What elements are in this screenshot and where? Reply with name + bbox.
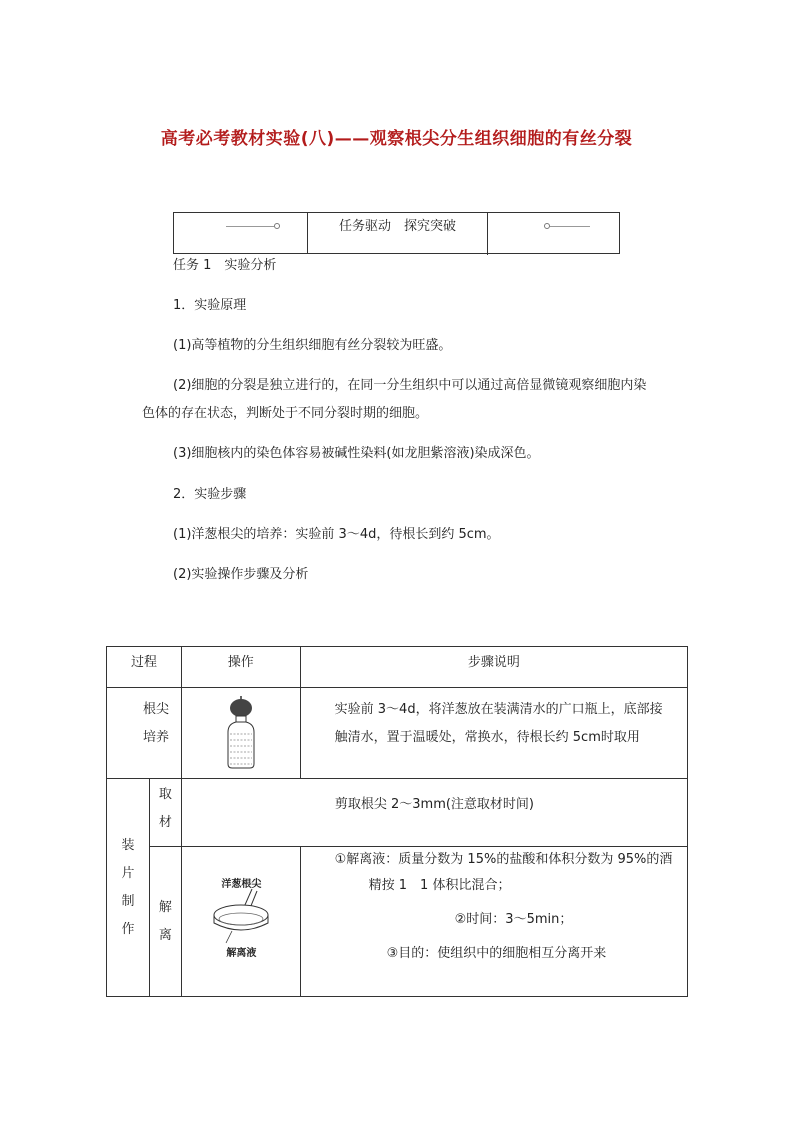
operation-dish-cell [181, 847, 300, 997]
table-row [107, 779, 688, 847]
sub-sampling: 取 材 [149, 779, 181, 847]
decor-line [226, 226, 274, 227]
table-row [107, 688, 688, 779]
fig-label-root: 洋葱根尖 [221, 879, 262, 890]
section1-heading: 1．实验原理 [173, 298, 247, 313]
task-banner-right [488, 213, 619, 253]
header-process: 过程 [107, 647, 182, 688]
fig-label-solution: 解离液 [226, 948, 257, 959]
table-row [107, 847, 688, 997]
header-operation: 操作 [181, 647, 300, 688]
desc-root-culture: 实验前 3～4d，将洋葱放在装满清水的广口瓶上，底部接 触清水，置于温暖处，常换水，待根长约 5cm时取用 [300, 688, 687, 779]
sub-dissociation: 解 离 [149, 847, 181, 997]
header-description: 步骤说明 [300, 647, 687, 688]
onion-bottle-icon [216, 694, 266, 770]
procedure-table [106, 646, 688, 997]
section2-heading: 2．实验步骤 [173, 487, 247, 502]
principle-3: (3)细胞核内的染色体容易被碱性染料(如龙胆紫溶液)染成深色。 [173, 446, 540, 461]
task-banner [173, 212, 620, 254]
task1-heading: 任务 1 实验分析 [173, 258, 277, 273]
table-header-row [107, 647, 688, 688]
petri-dish-icon [182, 883, 301, 953]
desc-dissociation: ①解离液：质量分数为 15%的盐酸和体积分数为 95%的酒 精按 1 1 体积比混合； ②时间：3～5min； ③目的：使组织中的细胞相互分离开来 [300, 847, 687, 997]
principle-1: (1)高等植物的分生组织细胞有丝分裂较为旺盛。 [173, 338, 452, 353]
step-1: (1)洋葱根尖的培养：实验前 3～4d，待根长到约 5cm。 [173, 527, 500, 542]
group-slide-prep: 装 片 制 作 [107, 779, 150, 997]
task-banner-label: 任务驱动 探究突破 [308, 213, 488, 255]
decor-diamond-icon [274, 223, 280, 229]
decor-line [550, 226, 590, 227]
principle-2-line1: (2)细胞的分裂是独立进行的，在同一分生组织中可以通过高倍显微镜观察细胞内染 [173, 378, 647, 393]
desc-sampling: 剪取根尖 2～3mm(注意取材时间) [181, 779, 687, 847]
operation-bottle-cell [181, 688, 300, 779]
page-title: 高考必考教材实验(八)——观察根尖分生组织细胞的有丝分裂 [160, 129, 633, 149]
task-banner-left [174, 213, 308, 253]
step-2: (2)实验操作步骤及分析 [173, 567, 309, 582]
principle-2-line2: 色体的存在状态，判断处于不同分裂时期的细胞。 [142, 406, 429, 421]
process-root-culture: 根尖 培养 [107, 688, 182, 779]
